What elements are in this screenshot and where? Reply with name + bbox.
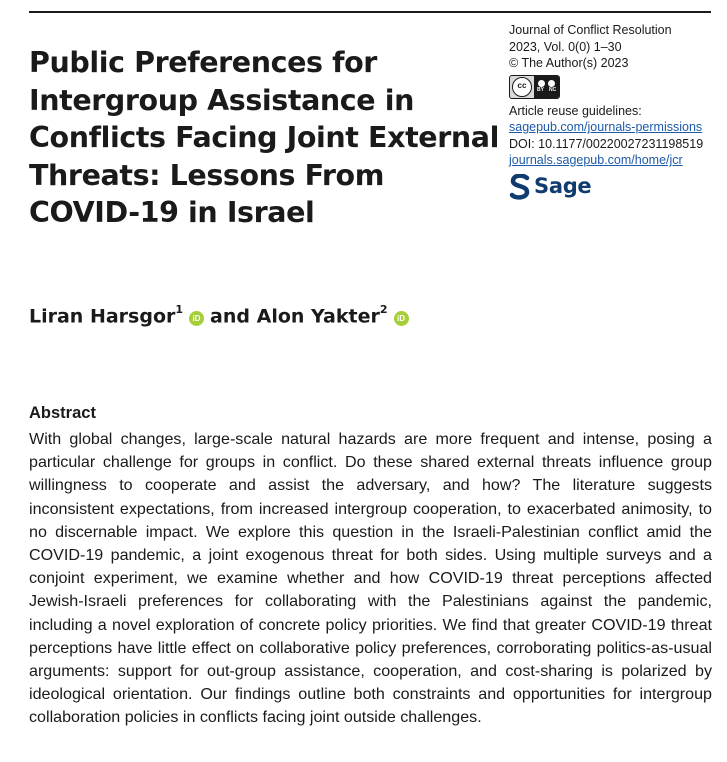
- article-title: Public Preferences for Intergroup Assistance in Conflicts Facing Joint External Threats: Lessons From COVID-19 in Israel: [29, 46, 499, 229]
- author-name: Alon Yakter: [256, 305, 380, 328]
- orcid-icon[interactable]: iD: [189, 311, 204, 326]
- journal-meta: [509, 22, 724, 200]
- cc-license-badge[interactable]: [509, 75, 560, 99]
- sage-wordmark: Sage: [534, 174, 592, 199]
- orcid-icon[interactable]: iD: [394, 311, 409, 326]
- doi: DOI: 10.1177/00220027231198519: [509, 136, 704, 151]
- top-rule: [29, 11, 711, 13]
- cc-nc-label: NC: [548, 87, 557, 93]
- cc-parts: [534, 76, 559, 98]
- cc-by-label: BY: [537, 87, 544, 93]
- author-affiliation: 1: [175, 303, 184, 316]
- author-line: [29, 305, 415, 327]
- author-name: Liran Harsgor: [29, 305, 176, 328]
- sage-logo: [509, 174, 724, 200]
- abstract-heading: Abstract: [29, 404, 96, 422]
- copyright-line: © The Author(s) 2023: [509, 56, 629, 70]
- permissions-link[interactable]: sagepub.com/journals-permissions: [509, 120, 703, 134]
- cc-icon: cc: [512, 77, 532, 97]
- author-connector: and: [210, 305, 250, 328]
- cc-attribution-icons: [537, 80, 556, 87]
- author-affiliation: 2: [379, 303, 388, 316]
- journal-home-link[interactable]: journals.sagepub.com/home/jcr: [509, 153, 683, 167]
- reuse-label: Article reuse guidelines:: [509, 103, 642, 118]
- abstract-body: With global changes, large-scale natural hazards are more frequent and intense, posing a particular challenge for groups in conflict. Do these shared external threats influence group willingness to cooperate and assist the adversary, and how? The literature suggests inconsistent expectations, from increased intergroup cooperation, to exacerbated animosity, to no discernable impact. We explore this question in the Israeli-Palestinian conflict amid the COVID-19 pandemic, a joint exogenous threat for both sides. Using multiple surveys and a conjoint experiment, we examine whether and how COVID-19 threat perceptions affected Jewish-Israeli preferences for collaborating with the Palestinians against the pandemic, including a novel exploration of concrete policy priorities. We find that greater COVID-19 threat perceptions have little effect on collaborative policy preferences, corroborating politics-as-usual arguments: support for out-group assistance, cooperation, and cost-sharing is polarized by ideological orientation. Our findings outline both constraints and opportunities for intergroup collaboration policies in conflicts facing joint outside challenges.: [29, 430, 712, 727]
- journal-name: Journal of Conflict Resolution: [509, 23, 672, 37]
- journal-volume: 2023, Vol. 0(0) 1–30: [509, 39, 622, 54]
- sage-s-icon: [509, 174, 531, 200]
